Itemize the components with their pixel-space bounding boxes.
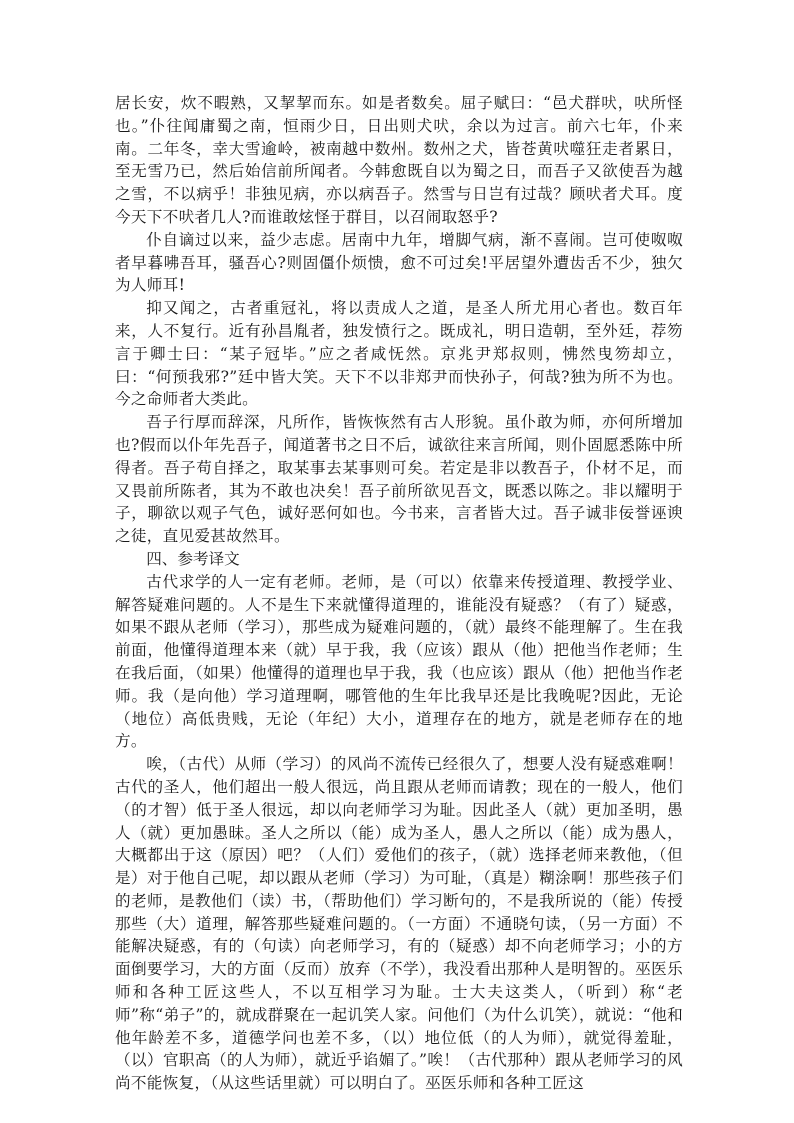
paragraph-2: 仆自谪过以来，益少志虑。居南中九年，增脚气病，渐不喜闹。岂可使呶呶者早暮咈吾耳，骚吾心?则固僵仆烦愦，愈不可过矣!平居望外遭齿舌不少，独欠为人师耳!	[115, 230, 683, 295]
paragraph-1: 居长安，炊不暇熟，又挈挈而东。如是者数矣。屈子赋曰：“邑犬群吠，吠所怪也。”仆往闻庸蜀之南，恒雨少日，日出则犬吠，余以为过言。前六七年，仆来南。二年冬，幸大雪逾岭，被南越中数州。数州之犬，皆苍黄吠噬狂走者累日，至无雪乃已，然后始信前所闻者。今韩愈既自以为蜀之日，而吾子又欲使吾为越之雪，不以病乎！非独见病，亦以病吾子。然雪与日岂有过哉？顾吠者犬耳。度今天下不吠者几人?而谁敢炫怪于群目，以召闹取怒乎?	[115, 94, 683, 226]
paragraph-3: 抑又闻之，古者重冠礼，将以责成人之道，是圣人所尤用心者也。数百年来，人不复行。近有孙昌胤者，独发愤行之。既成礼，明日造朝，至外廷，荐笏言于卿士曰：“某子冠毕。”应之者咸怃然。京兆尹郑叔则，怫然曳笏却立，曰：“何预我邪?”廷中皆大笑。天下不以非郑尹而快孙子，何哉?独为所不为也。今之命师者大类此。	[115, 299, 683, 409]
paragraph-4: 吾子行厚而辞深，凡所作，皆恢恢然有古人形貌。虽仆敢为师，亦何所增加也?假而以仆年先吾子，闻道著书之日不后，诚欲往来言所闻，则仆固愿悉陈中所得者。吾子苟自择之，取某事去某事则可矣。若定是非以教吾子，仆材不足，而又畏前所陈者，其为不敢也决矣！吾子前所欲见吾文，既悉以陈之。非以耀明于子，聊欲以观子气色，诚好恶何如也。今书来，言者皆大过。吾子诚非佞誉诬谀之徒，直见爱甚故然耳。	[115, 413, 683, 546]
section-heading: 四、参考译文	[146, 549, 240, 568]
translation-paragraph-2: 唉，（古代）从师（学习）的风尚不流传已经很久了，想要人没有疑惑难啊！古代的圣人，他们超出一般人很远，尚且跟从老师而请教；现在的一般人，他们（的才智）低于圣人很远，却以向老师学习为耻。因此圣人（就）更加圣明，愚人（就）更加愚昧。圣人之所以（能）成为圣人，愚人之所以（能）成为愚人，大概都出于这（原因）吧？（人们）爱他们的孩子，（就）选择老师来教他，（但是）对于他自己呢，却以跟从老师（学习）为可耻，（真是）糊涂啊！那些孩子们的老师，是教他们（读）书，（帮助他们）学习断句的，不是我所说的（能）传授那些（大）道理，解答那些疑难问题的。（一方面）不通晓句读，（另一方面）不能解决疑惑，有的（句读）向老师学习，有的（疑惑）却不向老师学习；小的方面倒要学习，大的方面（反而）放弃（不学），我没看出那种人是明智的。巫医乐师和各种工匠这些人，不以互相学习为耻。士大夫这类人，（听到）称“老师”称“弟子”的，就成群聚在一起讥笑人家。问他们（为什么讥笑），就说：“他和他年龄差不多，道德学问也差不多，（以）地位低（的人为师），就觉得羞耻，（以）官职高（的人为师），就近乎谄媚了。”唉！（古代那种）跟从老师学习的风尚不能恢复，（从这些话里就）可以明白了。巫医乐师和各种工匠这	[115, 755, 683, 1093]
translation-paragraph-1: 古代求学的人一定有老师。老师，是（可以）依靠来传授道理、教授学业、解答疑难问题的。人不是生下来就懂得道理的，谁能没有疑惑？（有了）疑惑，如果不跟从老师（学习），那些成为疑难问题的，（就）最终不能理解了。生在我前面，他懂得道理本来（就）早于我，我（应该）跟从（他）把他当作老师；生在我后面，（如果）他懂得的道理也早于我，我（也应该）跟从（他）把他当作老师。我（是向他）学习道理啊，哪管他的生年比我早还是比我晚呢?因此，无论（地位）高低贵贱，无论（年纪）大小，道理存在的地方，就是老师存在的地方。	[115, 572, 683, 751]
document-page	[115, 92, 683, 1095]
